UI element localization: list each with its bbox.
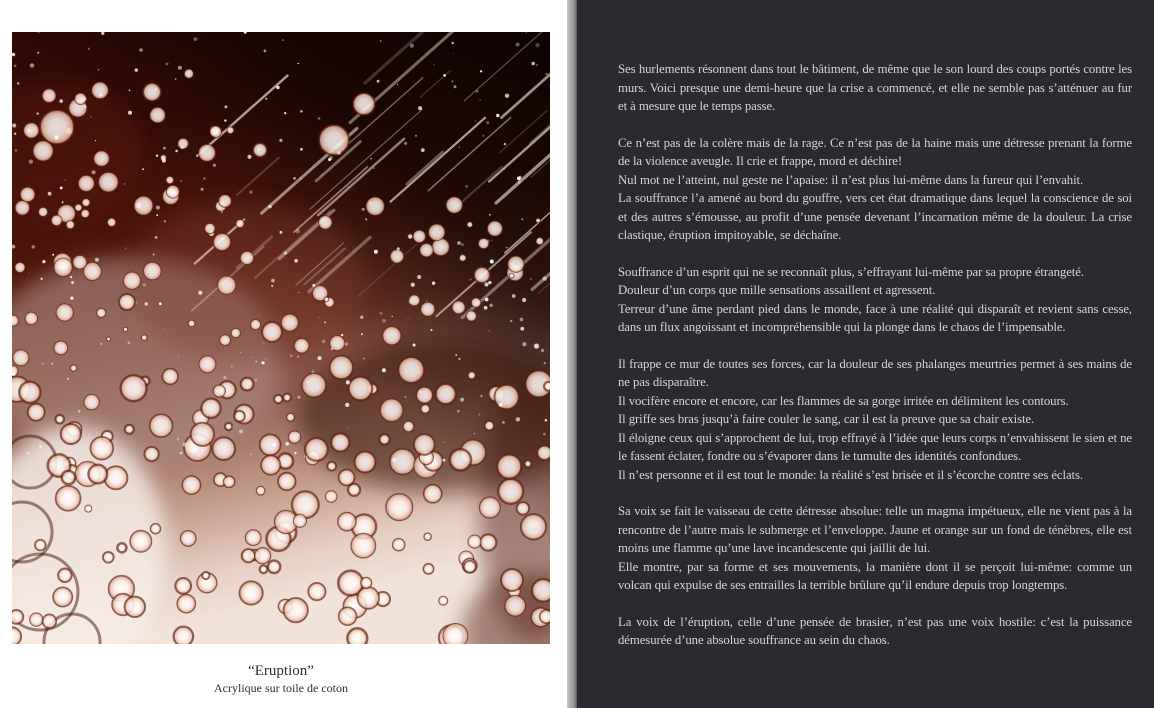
body-paragraph <box>618 502 1132 595</box>
body-line: Il vocifère encore et encore, car les flammes de sa gorge irritée en délimitent les contours. <box>618 393 1069 408</box>
body-line: La souffrance l’a amené au bord du gouffre, vers cet état dramatique dans lequel la conscience de soi et des autres s’émousse, au profit d’une pensée devenant l’incarnation même de la douleur. La crise clastique, éruption impitoyable, se déchaîne. <box>618 191 1132 242</box>
body-paragraph <box>618 263 1132 337</box>
body-paragraph <box>618 134 1132 245</box>
artwork-medium: Acrylique sur toile de coton <box>214 681 348 695</box>
body-line: Il n’est personne et il est tout le monde: la réalité s’est brisée et il s’écorche contre ses éclats. <box>618 467 1083 482</box>
artwork-figure <box>12 32 550 644</box>
body-line: Souffrance d’un esprit qui ne se reconnaît plus, s’effrayant lui-même par sa propre étrangeté. <box>618 264 1084 279</box>
body-paragraph <box>618 60 1132 116</box>
artwork-title: “Eruption” <box>248 663 314 679</box>
body-line: Ce n’est pas de la colère mais de la rage. Ce n’est pas de la haine mais une détresse prenant la forme de la violence aveugle. Il crie et frappe, mord et déchire! <box>618 135 1132 168</box>
body-line: Sa voix se fait le vaisseau de cette détresse absolue: telle un magma impétueux, elle ne vient pas à la rencontre de l’autre mais le submerge et l’enveloppe. Jaune et orange sur un fond de ténèbres, elle est moins une flamme qu’une lave incandescente qui jaillit de lui. <box>618 504 1132 555</box>
body-line: Ses hurlements résonnent dans tout le bâtiment, de même que le son lourd des coups portés contre les murs. Voici presque une demi-heure que la crise a commencé, et elle ne semble pas s’atténuer au fur et à mesure que le temps passe. <box>618 62 1132 113</box>
body-line: Terreur d’une âme perdant pied dans le monde, face à une réalité qui disparaît et revient sans cesse, dans un flux angoissant et incompréhensible qui la plonge dans le chaos de l’impensable. <box>618 301 1132 334</box>
body-line: La voix de l’éruption, celle d’une pensée de brasier, n’est pas une voix hostile: c’est la puissance démesurée d’une absolue souffrance au sein du chaos. <box>618 614 1132 647</box>
body-paragraph <box>618 613 1132 650</box>
body-line: Il éloigne ceux qui s’approchent de lui, trop effrayé à l’idée que leurs corps n’envahissent le sien et ne le fassent éclater, fondre ou s’évaporer dans le tumulte des identités confondues. <box>618 430 1132 463</box>
body-line: Il frappe ce mur de toutes ses forces, car la douleur de ses phalanges meurtries permet à ses mains de ne pas disparaître. <box>618 356 1132 389</box>
artwork-caption <box>12 662 550 696</box>
body-paragraph <box>618 355 1132 485</box>
artwork-image <box>12 32 550 644</box>
page-gutter <box>567 0 577 708</box>
right-page <box>577 0 1154 708</box>
body-line: Nul mot ne l’atteint, nul geste ne l’apaise: il n’est plus lui-même dans la fureur qui l’envahit. <box>618 172 1084 187</box>
body-line: Douleur d’un corps que mille sensations assaillent et agressent. <box>618 283 936 297</box>
body-text <box>618 60 1132 668</box>
body-line: Il griffe ses bras jusqu’à faire couler le sang, car il est la preuve que sa chair existe. <box>618 412 1035 426</box>
body-line: Elle montre, par sa forme et ses mouvements, la manière dont il se perçoit lui-même: comme un volcan qui expulse de ses entrailles la terrible brûlure qu’il endure depuis trop longtemps. <box>618 559 1132 592</box>
left-page <box>0 0 567 708</box>
